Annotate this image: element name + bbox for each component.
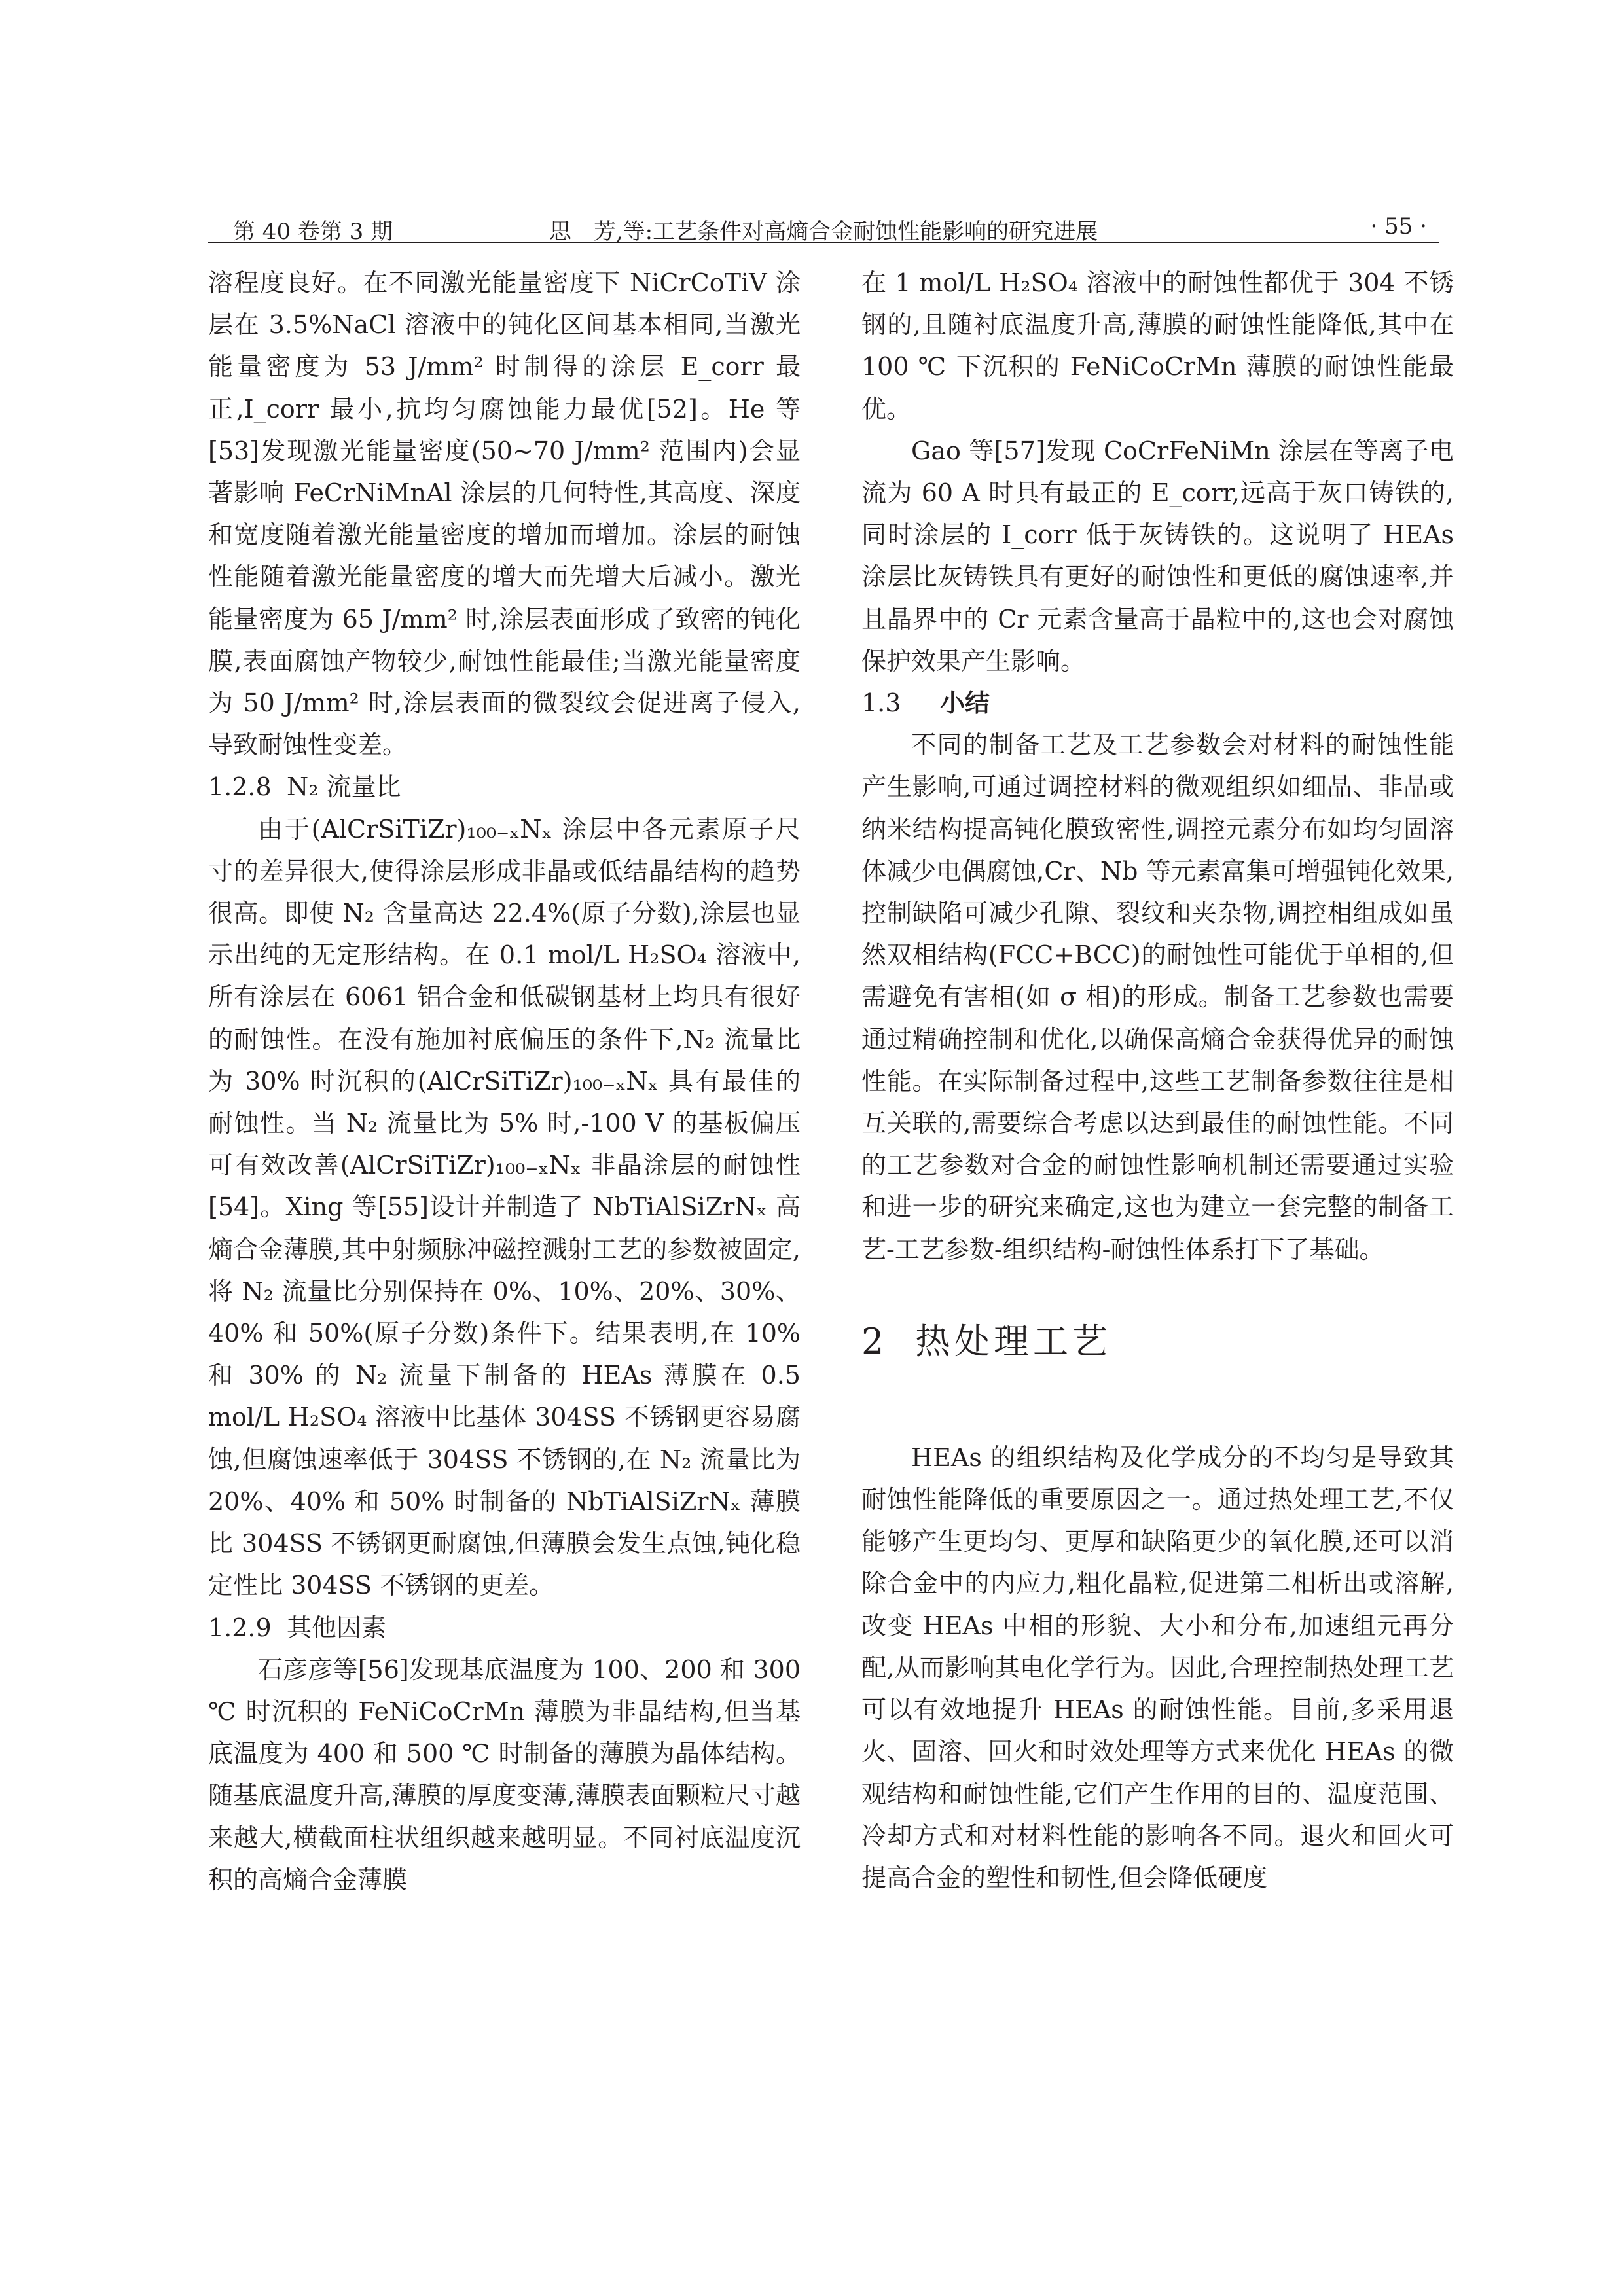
subsection-heading-1-3: 1.3 小结 [861,688,990,718]
running-title: 思 芳,等:工艺条件对高熵合金耐蚀性能影响的研究进展 [549,219,1098,245]
journal-issue: 第 40 卷第 3 期 [233,219,393,245]
paragraph: 由于(AlCrSiTiZr)₁₀₀₋ₓNₓ 涂层中各元素原子尺寸的差异很大,使得涂层形成非晶或低结晶结构的趋势很高。即使 N₂ 含量高达 22.4%(原子分数),涂层也显示出纯的无定形结构。在 0.1 mol/L H₂SO₄ 溶液中,所有涂层在 6061 铝合金和低碳钢基材上均具有很好的耐蚀性。在没有施加衬底偏压的条件下,N₂ 流量比为 30% 时沉积的(AlCrSiTiZr)₁₀₀₋ₓNₓ 具有最佳的耐蚀性。当 N₂ 流量比为 5% 时,-100 V 的基板偏压可有效改善(AlCrSiTiZr)₁₀₀₋ₓNₓ 非晶涂层的耐蚀性[54]。Xing 等[55]设计并制造了 NbTiAlSiZrNₓ 高熵合金薄膜,其中射频脉冲磁控溅射工艺的参数被固定,将 N₂ 流量比分别保持在 0%、10%、20%、30%、40% 和 50%(原子分数)条件下。结果表明,在 10% 和 30% 的 N₂ 流量下制备的 HEAs 薄膜在 0.5 mol/L H₂SO₄ 溶液中比基体 304SS 不锈钢更容易腐蚀,但腐蚀速率低于 304SS 不锈钢的,在 N₂ 流量比为 20%、40% 和 50% 时制备的 NbTiAlSiZrNₓ 薄膜比 304SS 不锈钢更耐腐蚀,但薄膜会发生点蚀,钝化稳定性比 304SS 不锈钢的更差。 [208,814,801,1600]
paragraph: 在 1 mol/L H₂SO₄ 溶液中的耐蚀性都优于 304 不锈钢的,且随衬底温度升高,薄膜的耐蚀性能降低,其中在 100 ℃ 下沉积的 FeNiCoCrMn 薄膜的耐蚀性能最优。 [861,268,1454,423]
page-number: · 55 · [1370,213,1427,240]
running-header [208,208,1439,247]
right-column [861,262,1454,1899]
paragraph: 石彦彦等[56]发现基底温度为 100、200 和 300 ℃ 时沉积的 FeNiCoCrMn 薄膜为非晶结构,但当基底温度为 400 和 500 ℃ 时制备的薄膜为晶体结构。随基底温度升高,薄膜的厚度变薄,薄膜表面颗粒尺寸越来越大,横截面柱状组织越来越明显。不同衬底温度沉积的高熵合金薄膜 [208,1655,801,1894]
section-heading-2: 2 热处理工艺 [861,1320,1111,1362]
left-column [208,262,801,1901]
paragraph: 不同的制备工艺及工艺参数会对材料的耐蚀性能产生影响,可通过调控材料的微观组织如细晶、非晶或纳米结构提高钝化膜致密性,调控元素分布如均匀固溶体减少电偶腐蚀,Cr、Nb 等元素富集可增强钝化效果,控制缺陷可减少孔隙、裂纹和夹杂物,调控相组成如虽然双相结构(FCC+BCC)的耐蚀性可能优于单相的,但需避免有害相(如 σ 相)的形成。制备工艺参数也需要通过精确控制和优化,以确保高熵合金获得优异的耐蚀性能。在实际制备过程中,这些工艺制备参数往往是相互关联的,需要综合考虑以达到最佳的耐蚀性能。不同的工艺参数对合金的耐蚀性影响机制还需要通过实验和进一步的研究来确定,这也为建立一套完整的制备工艺-工艺参数-组织结构-耐蚀性体系打下了基础。 [861,730,1454,1264]
subsection-heading-1-2-9: 1.2.9 其他因素 [208,1613,387,1642]
subsection-heading-1-2-8: 1.2.8 N₂ 流量比 [208,772,401,802]
paragraph: 溶程度良好。在不同激光能量密度下 NiCrCoTiV 涂层在 3.5%NaCl 溶液中的钝化区间基本相同,当激光能量密度为 53 J/mm² 时制得的涂层 E_corr 最正,I_corr 最小,抗均匀腐蚀能力最优[52]。He 等[53]发现激光能量密度(50~70 J/mm² 范围内)会显著影响 FeCrNiMnAl 涂层的几何特性,其高度、深度和宽度随着激光能量密度的增加而增加。涂层的耐蚀性能随着激光能量密度的增大而先增大后减小。激光能量密度为 65 J/mm² 时,涂层表面形成了致密的钝化膜,表面腐蚀产物较少,耐蚀性能最佳;当激光能量密度为 50 J/mm² 时,涂层表面的微裂纹会促进离子侵入,导致耐蚀性变差。 [208,268,801,760]
paragraph: Gao 等[57]发现 CoCrFeNiMn 涂层在等离子电流为 60 A 时具有最正的 E_corr,远高于灰口铸铁的,同时涂层的 I_corr 低于灰铸铁的。这说明了 HEAs 涂层比灰铸铁具有更好的耐蚀性和更低的腐蚀速率,并且晶界中的 Cr 元素含量高于晶粒中的,这也会对腐蚀保护效果产生影响。 [861,436,1454,675]
header-rule [208,242,1439,243]
paragraph: HEAs 的组织结构及化学成分的不均匀是导致其耐蚀性能降低的重要原因之一。通过热处理工艺,不仅能够产生更均匀、更厚和缺陷更少的氧化膜,还可以消除合金中的内应力,粗化晶粒,促进第二相析出或溶解,改变 HEAs 中相的形貌、大小和分布,加速组元再分配,从而影响其电化学行为。因此,合理控制热处理工艺可以有效地提升 HEAs 的耐蚀性能。目前,多采用退火、固溶、回火和时效处理等方式来优化 HEAs 的微观结构和耐蚀性能,它们产生作用的目的、温度范围、冷却方式和对材料性能的影响各不同。退火和回火可提高合金的塑性和韧性,但会降低硬度 [861,1443,1454,1892]
